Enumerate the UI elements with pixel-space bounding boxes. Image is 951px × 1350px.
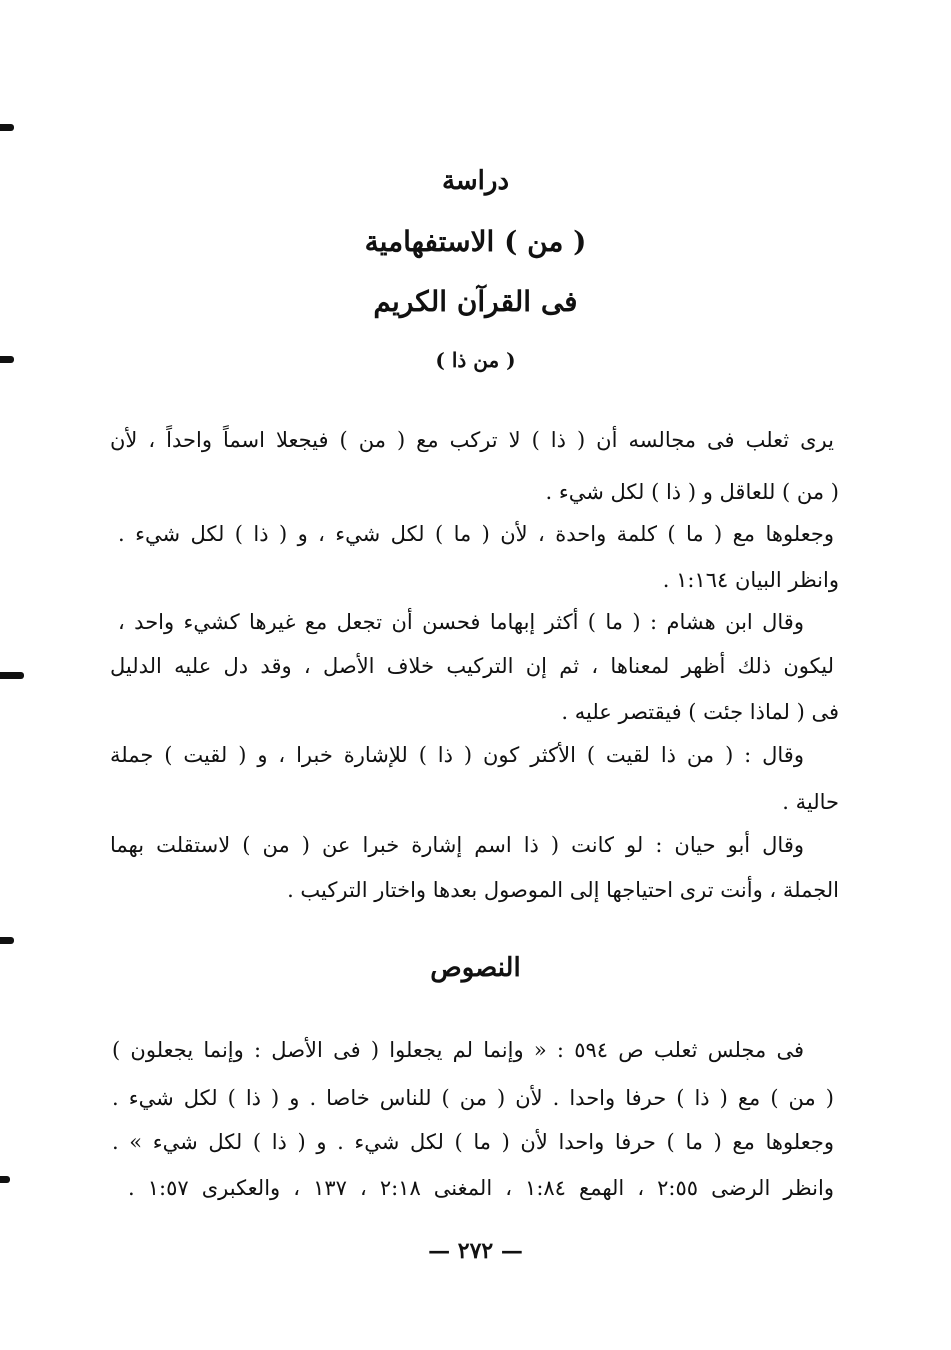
texts-line: فى مجلس ثعلب ص ٥٩٤ : « وإنما لم يجعلوا ( فى الأصل : وإنما يجعلون ) (112, 1038, 804, 1062)
texts-line: وانظر الرضى ٢:٥٥ ، الهمع ١:٨٤ ، المغنى ٢:١٨ ، ١٣٧ ، والعكبرى ١:٥٧ . (128, 1176, 834, 1200)
study-line: وقال ابن هشام : ( ما ) أكثر إبهاما فحسن أن تجعل مع غيرها كشيء واحد ، (118, 610, 804, 634)
study-line: ( من ) للعاقل و ( ذا ) لكل شيء . (545, 480, 839, 504)
texts-line: وجعلوها مع ( ما ) حرفا واحدا لأن ( ما ) لكل شيء . و ( ذا ) لكل شيء » . (112, 1130, 834, 1154)
scan-edge-mark (0, 1176, 10, 1183)
scan-edge-mark (0, 124, 14, 131)
study-line: وقال أبو حيان : لو كانت ( ذا اسم إشارة خبرا عن ( من ) لاستقلت بهما (110, 833, 804, 857)
study-line: الجملة ، وأنت ترى احتياجها إلى الموصول بعدها واختار التركيب . (287, 878, 839, 902)
page-number: — ٢٧٢ — (428, 1238, 523, 1264)
study-line: وجعلوها مع ( ما ) كلمة واحدة ، لأن ( ما ) لكل شيء ، و ( ذا ) لكل شيء . (118, 522, 834, 546)
study-line: ليكون ذلك أظهر لمعناها ، ثم إن التركيب خلاف الأصل ، وقد دل عليه الدليل (110, 654, 834, 678)
study-line: وقال : ( من ذا لقيت ) الأكثر كون ( ذا ) للإشارة خبرا ، و ( لقيت ) جملة (110, 743, 804, 767)
scan-edge-mark (0, 672, 24, 679)
study-line: وانظر البيان ١:١٦٤ . (662, 568, 839, 592)
texts-line: ( من ) مع ( ذا ) حرفا واحدا . لأن ( من ) للناس خاصا . و ( ذا ) لكل شيء . (112, 1086, 834, 1110)
title-line-2: ( من ) الاستفهامية (364, 225, 587, 258)
section-heading: النصوص (430, 953, 521, 983)
title-line-1: دراسة (441, 166, 510, 196)
study-line: فى ( لماذا جئت ) فيقتصر عليه . (561, 700, 839, 724)
scan-edge-mark (0, 937, 14, 944)
study-line: حالية . (782, 790, 839, 814)
subtitle: ( من ذا ) (435, 348, 516, 372)
title-line-3: فى القرآن الكريم (373, 285, 578, 318)
study-line: يرى ثعلب فى مجالسه أن ( ذا ) لا تركب مع ( من ) فيجعلا اسماً واحداً ، لأن (110, 428, 834, 452)
